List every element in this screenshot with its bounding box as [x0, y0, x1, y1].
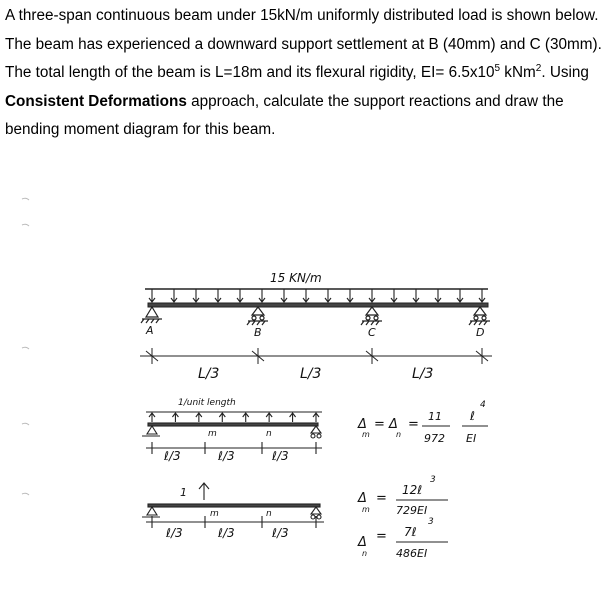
load-arrow — [457, 289, 463, 302]
equation-2 — [357, 475, 448, 517]
eq1-numerator: 11 — [428, 410, 442, 423]
eq1-equals: = — [408, 417, 419, 432]
sub-span-3: ℓ/3 — [272, 449, 289, 463]
problem-text-2: kNm — [500, 64, 536, 81]
load-arrow — [313, 413, 319, 422]
support-label-b: B — [254, 326, 262, 339]
exponent-5: 5 — [494, 62, 501, 74]
eq3-denominator: 486EI — [396, 547, 428, 560]
beam — [148, 303, 488, 307]
eq1-exponent: 4 — [480, 400, 486, 410]
point-load-label: 1 — [180, 486, 187, 499]
load-arrow — [172, 413, 178, 422]
problem-text-1: A three-span continuous beam under 15kN/m uniformly distributed load is shown below. The beam has experienced a downward support settlement at B (40mm) and C (30mm). The total length of the beam is L=18m and its flexural rigidity, EI= 6.5x10 — [5, 7, 602, 81]
unit-load-label: 1/unit length — [178, 398, 236, 408]
eq1-sub-m: m — [362, 430, 370, 439]
eq2-numerator: 12ℓ — [402, 483, 423, 497]
eq1-denominator: 972 — [424, 432, 445, 445]
support-label-a: A — [146, 324, 154, 337]
load-arrow — [369, 289, 375, 302]
unit-load-diagram — [142, 412, 322, 454]
support-label-d: D — [476, 326, 485, 339]
problem-text-4: approach, calculate the support reactions and draw the bending moment diagram for this beam. — [5, 92, 564, 138]
span-label-2: L/3 — [300, 366, 322, 382]
point-n-label-2: n — [266, 509, 272, 519]
load-arrow — [266, 413, 272, 422]
eq2-exponent: 3 — [430, 475, 436, 485]
problem-text-3: . Using — [541, 64, 589, 81]
support-d — [469, 307, 490, 325]
load-arrow — [219, 413, 225, 422]
load-arrow — [303, 289, 309, 302]
method-name: Consistent Deformations — [5, 92, 187, 110]
eq1-ei: EI — [466, 432, 477, 445]
load-arrow — [171, 289, 177, 302]
support-c — [361, 307, 382, 325]
load-arrow — [149, 413, 155, 422]
load-arrow — [413, 289, 419, 302]
load-label: 15 KN/m — [270, 271, 322, 285]
point-m-label-2: m — [210, 509, 219, 519]
point-load-diagram — [142, 483, 324, 528]
sub-span-2: ℓ/3 — [218, 449, 235, 463]
load-arrow — [193, 289, 199, 302]
sub-span-6: ℓ/3 — [272, 526, 289, 540]
eq3-equals: = — [376, 529, 387, 544]
load-arrow — [347, 289, 353, 302]
support-label-c: C — [368, 326, 376, 339]
eq1-delta-n: = Δ — [374, 417, 398, 432]
eq2-equals: = — [376, 491, 387, 506]
eq3-delta: Δ — [358, 535, 367, 550]
equation-1 — [357, 400, 488, 445]
eq1-delta: Δ — [358, 417, 367, 432]
eq3-sub-n: n — [362, 549, 368, 558]
support-b — [247, 307, 268, 325]
load-arrow — [391, 289, 397, 302]
load-arrow — [259, 289, 265, 302]
eq2-delta: Δ — [358, 491, 367, 506]
point-n-label: n — [266, 429, 272, 439]
eq1-sub-n: n — [396, 430, 402, 439]
load-arrow — [290, 413, 296, 422]
sub-span-4: ℓ/3 — [166, 526, 183, 540]
load-arrow — [325, 289, 331, 302]
load-arrow — [149, 289, 155, 302]
eq2-denominator: 729EI — [396, 504, 428, 517]
sub-span-5: ℓ/3 — [218, 526, 235, 540]
span-label-3: L/3 — [412, 366, 434, 382]
load-arrow — [281, 289, 287, 302]
sub-span-1: ℓ/3 — [164, 449, 181, 463]
point-m-label: m — [208, 429, 217, 439]
load-arrow — [215, 289, 221, 302]
main-beam-diagram — [140, 289, 492, 364]
load-arrow — [196, 413, 202, 422]
load-arrow — [237, 289, 243, 302]
equation-3 — [357, 517, 448, 560]
load-arrow — [435, 289, 441, 302]
load-arrows — [149, 289, 485, 302]
unit-load-arrows — [149, 413, 319, 422]
eq3-numerator: 7ℓ — [404, 525, 417, 539]
eq1-ell: ℓ — [470, 409, 475, 423]
support-a — [141, 307, 162, 323]
span-label-1: L/3 — [198, 366, 220, 382]
scan-marks — [22, 198, 29, 495]
exponent-2: 2 — [535, 62, 542, 74]
eq2-sub-m: m — [362, 505, 370, 514]
eq3-exponent: 3 — [428, 517, 434, 527]
load-arrow — [243, 413, 249, 422]
load-arrow — [479, 289, 485, 302]
